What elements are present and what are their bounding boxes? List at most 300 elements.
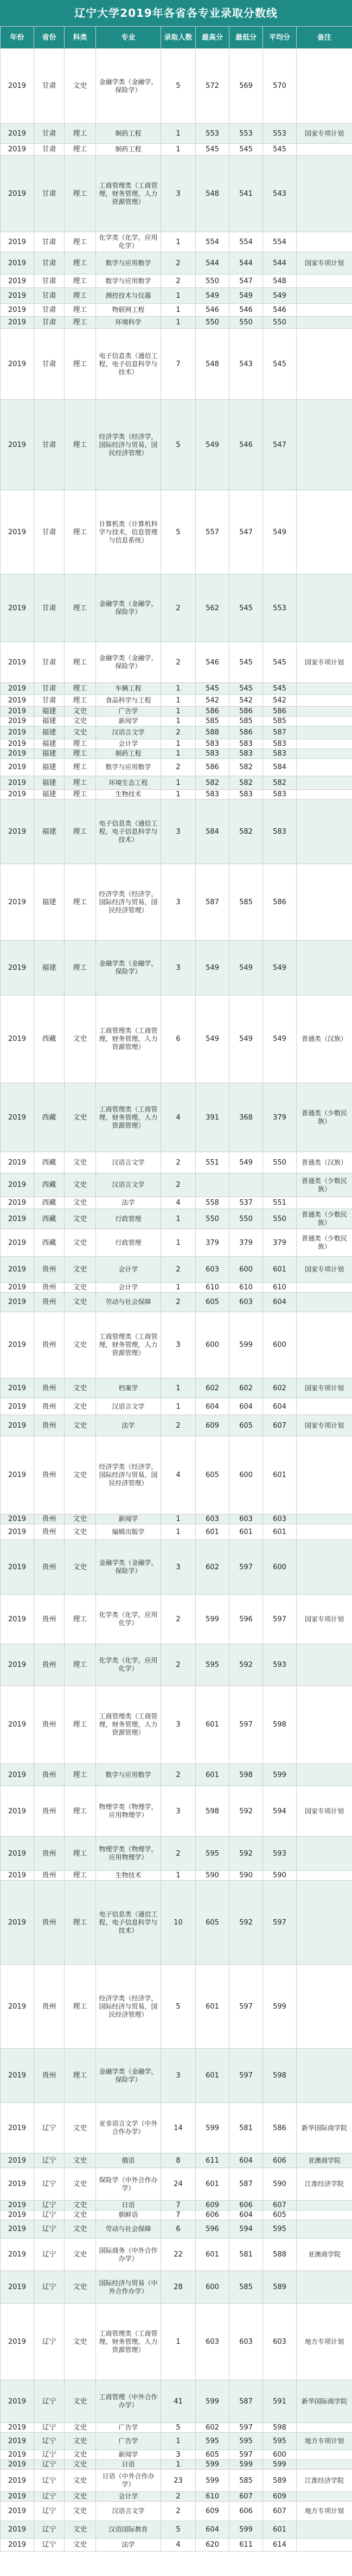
cell-major: 工商管理类（工商管理，财务管理，人力资源管理） [96, 995, 161, 1083]
cell-max-score: 554 [196, 232, 229, 252]
cell-year: 2019 [1, 790, 34, 800]
table-row [1, 995, 352, 1083]
cell-category: 文史 [65, 1436, 96, 1514]
cell-max-score: 602 [196, 2423, 229, 2433]
cell-min-score: 590 [229, 1871, 263, 1881]
cell-remark [297, 274, 352, 288]
cell-province: 贵州 [34, 1965, 65, 2049]
cell-min-score: 545 [229, 574, 263, 642]
table-row [1, 2521, 352, 2539]
cell-category: 文史 [65, 1524, 96, 1540]
cell-max-score: 545 [196, 144, 229, 156]
column-header-province: 省份 [34, 27, 65, 49]
column-header-category: 科类 [65, 27, 96, 49]
cell-year: 2019 [1, 1083, 34, 1152]
cell-remark [297, 776, 352, 790]
cell-enrolled: 3 [161, 1686, 196, 1764]
cell-enrolled: 1 [161, 304, 196, 317]
cell-year: 2019 [1, 329, 34, 400]
cell-min-score: 587 [229, 2168, 263, 2201]
cell-enrolled: 3 [161, 941, 196, 995]
cell-enrolled: 1 [161, 1398, 196, 1415]
cell-remark [297, 144, 352, 156]
cell-min-score: 585 [229, 717, 263, 726]
cell-category: 文史 [65, 1173, 96, 1197]
table-row [1, 2304, 352, 2380]
cell-min-score: 581 [229, 2239, 263, 2271]
cell-major: 俄语 [96, 2153, 161, 2168]
column-header-enrolled: 录取人数 [161, 27, 196, 49]
cell-remark [297, 574, 352, 642]
cell-min-score: 582 [229, 800, 263, 864]
cell-avg-score: 601 [263, 2521, 297, 2539]
cell-max-score: 583 [196, 739, 229, 749]
table-row [1, 1764, 352, 1786]
cell-max-score: 602 [196, 1540, 229, 1595]
cell-enrolled: 28 [161, 2271, 196, 2304]
cell-year: 2019 [1, 490, 34, 574]
cell-category: 文史 [65, 1293, 96, 1312]
table-row [1, 2271, 352, 2304]
cell-max-score: 583 [196, 749, 229, 759]
cell-min-score: 554 [229, 232, 263, 252]
cell-category: 文史 [65, 1083, 96, 1152]
cell-avg-score: 597 [263, 1881, 297, 1965]
table-row [1, 1312, 352, 1378]
cell-major: 食品科学与工程 [96, 695, 161, 707]
cell-year: 2019 [1, 707, 34, 717]
cell-category: 文史 [65, 707, 96, 717]
cell-province: 甘肃 [34, 574, 65, 642]
cell-avg-score: 544 [263, 252, 297, 274]
cell-enrolled: 2 [161, 1764, 196, 1786]
cell-max-score: 603 [196, 2304, 229, 2380]
cell-province: 福建 [34, 790, 65, 800]
cell-province: 甘肃 [34, 317, 65, 329]
cell-remark [297, 1514, 352, 1524]
cell-remark [297, 2220, 352, 2239]
cell-remark [297, 490, 352, 574]
cell-year: 2019 [1, 49, 34, 124]
cell-province: 福建 [34, 726, 65, 739]
cell-category: 文史 [65, 2470, 96, 2492]
cell-major: 会计学 [96, 739, 161, 749]
cell-province: 贵州 [34, 2049, 65, 2103]
cell-min-score: 597 [229, 2423, 263, 2433]
cell-remark: 普通类（少数民族） [297, 1229, 352, 1257]
cell-max-score: 599 [196, 1595, 229, 1644]
cell-remark: 地方专项计划 [297, 2433, 352, 2450]
cell-province: 西藏 [34, 1083, 65, 1152]
cell-max-score: 572 [196, 49, 229, 124]
cell-enrolled: 1 [161, 1378, 196, 1398]
cell-remark [297, 2492, 352, 2502]
cell-remark: 新华国际商学院 [297, 2103, 352, 2153]
cell-avg-score: 598 [263, 2423, 297, 2433]
cell-province: 甘肃 [34, 156, 65, 232]
cell-min-score: 598 [229, 1764, 263, 1786]
table-row [1, 2103, 352, 2153]
cell-remark [297, 1881, 352, 1965]
cell-avg-score: 601 [263, 1436, 297, 1514]
cell-major: 会计学 [96, 2492, 161, 2502]
cell-max-score: 609 [196, 2201, 229, 2210]
cell-max-score: 605 [196, 2450, 229, 2460]
cell-avg-score: 589 [263, 2271, 297, 2304]
cell-min-score: 549 [229, 995, 263, 1083]
cell-category: 文史 [65, 1540, 96, 1595]
cell-remark [297, 800, 352, 864]
cell-enrolled: 3 [161, 1312, 196, 1378]
cell-province: 福建 [34, 864, 65, 941]
cell-major: 制药工程 [96, 144, 161, 156]
cell-min-score: 592 [229, 1644, 263, 1686]
cell-major: 劳动与社会保障 [96, 1293, 161, 1312]
cell-avg-score: 603 [263, 2304, 297, 2380]
cell-year: 2019 [1, 400, 34, 490]
cell-remark: 地方专项计划 [297, 2502, 352, 2521]
table-row [1, 1524, 352, 1540]
cell-enrolled: 6 [161, 995, 196, 1083]
cell-year: 2019 [1, 1837, 34, 1871]
cell-enrolled: 1 [161, 1229, 196, 1257]
cell-major: 劳动与社会保障 [96, 2220, 161, 2239]
cell-min-score: 379 [229, 1229, 263, 1257]
cell-enrolled: 8 [161, 2153, 196, 2168]
cell-category: 文史 [65, 1283, 96, 1293]
cell-remark [297, 1837, 352, 1871]
cell-enrolled: 41 [161, 2380, 196, 2423]
cell-category: 文史 [65, 2239, 96, 2271]
cell-enrolled: 2 [161, 1152, 196, 1173]
cell-max-score: 542 [196, 695, 229, 707]
table-row [1, 1398, 352, 1415]
cell-min-score: 604 [229, 2153, 263, 2168]
cell-max-score: 582 [196, 776, 229, 790]
cell-province: 辽宁 [34, 2103, 65, 2153]
cell-avg-score: 545 [263, 144, 297, 156]
cell-enrolled: 2 [161, 1293, 196, 1312]
cell-year: 2019 [1, 156, 34, 232]
cell-year: 2019 [1, 1764, 34, 1786]
cell-max-score: 600 [196, 2271, 229, 2304]
cell-year: 2019 [1, 1644, 34, 1686]
cell-remark [297, 1644, 352, 1686]
cell-category: 文史 [65, 2502, 96, 2521]
cell-min-score: 601 [229, 1524, 263, 1540]
cell-province: 辽宁 [34, 2380, 65, 2423]
cell-min-score: 368 [229, 1083, 263, 1152]
cell-category: 文史 [65, 717, 96, 726]
cell-province: 辽宁 [34, 2539, 65, 2552]
cell-max-score: 610 [196, 2492, 229, 2502]
cell-category: 理工 [65, 864, 96, 941]
table-row [1, 1293, 352, 1312]
cell-max-score: 588 [196, 726, 229, 739]
cell-max-score: 550 [196, 274, 229, 288]
table-row [1, 2210, 352, 2220]
cell-year: 2019 [1, 2380, 34, 2423]
cell-province: 辽宁 [34, 2492, 65, 2502]
cell-max-score: 596 [196, 2220, 229, 2239]
cell-avg-score: 594 [263, 1786, 297, 1837]
cell-min-score: 547 [229, 490, 263, 574]
cell-avg-score: 583 [263, 790, 297, 800]
cell-max-score: 379 [196, 1229, 229, 1257]
cell-avg-score: 543 [263, 156, 297, 232]
cell-avg-score: 586 [263, 2103, 297, 2153]
cell-remark: 国家专项计划 [297, 124, 352, 144]
cell-major: 会计学 [96, 1257, 161, 1283]
cell-max-score: 550 [196, 317, 229, 329]
cell-major: 物理学类（物理学，应用物理学） [96, 1837, 161, 1871]
cell-major: 数学与应用数学 [96, 759, 161, 776]
cell-category: 理工 [65, 304, 96, 317]
cell-avg-score: 550 [263, 1152, 297, 1173]
cell-avg-score: 607 [263, 1415, 297, 1436]
cell-year: 2019 [1, 1283, 34, 1293]
table-row [1, 2423, 352, 2433]
cell-enrolled: 2 [161, 1257, 196, 1283]
cell-max-score: 605 [196, 1436, 229, 1514]
cell-min-score: 599 [229, 1312, 263, 1378]
cell-min-score: 541 [229, 156, 263, 232]
cell-category: 理工 [65, 683, 96, 695]
cell-year: 2019 [1, 2168, 34, 2201]
table-row [1, 2539, 352, 2552]
cell-province: 贵州 [34, 1524, 65, 1540]
cell-max-score: 590 [196, 1871, 229, 1881]
cell-major: 汉语言文学 [96, 726, 161, 739]
cell-max-score: 598 [196, 1786, 229, 1837]
cell-category: 理工 [65, 574, 96, 642]
cell-category: 理工 [65, 274, 96, 288]
cell-major: 日语（中外合作办学） [96, 2470, 161, 2492]
cell-max-score: 585 [196, 717, 229, 726]
cell-avg-score: 551 [263, 1197, 297, 1209]
cell-remark: 普通类（少数民族） [297, 1173, 352, 1197]
table-row [1, 2049, 352, 2103]
cell-enrolled: 2 [161, 1173, 196, 1197]
cell-province: 贵州 [34, 1595, 65, 1644]
cell-category: 文史 [65, 1209, 96, 1229]
cell-year: 2019 [1, 1312, 34, 1378]
cell-avg-score: 549 [263, 995, 297, 1083]
cell-avg-score: 550 [263, 317, 297, 329]
cell-year: 2019 [1, 574, 34, 642]
cell-major: 生物技术 [96, 790, 161, 800]
cell-category: 文史 [65, 1514, 96, 1524]
cell-province: 辽宁 [34, 2423, 65, 2433]
cell-max-score: 549 [196, 995, 229, 1083]
cell-major: 化学类（化学，应用化学） [96, 1595, 161, 1644]
cell-enrolled: 24 [161, 2168, 196, 2201]
cell-enrolled: 3 [161, 1540, 196, 1595]
cell-remark: 国家专项计划 [297, 1415, 352, 1436]
table-row [1, 683, 352, 695]
cell-avg-score: 595 [263, 2433, 297, 2450]
cell-category: 文史 [65, 2220, 96, 2239]
table-row [1, 2502, 352, 2521]
cell-year: 2019 [1, 1173, 34, 1197]
cell-remark [297, 1764, 352, 1786]
cell-remark: 国家专项计划 [297, 1786, 352, 1837]
cell-avg-score: 600 [263, 1540, 297, 1595]
cell-major: 工商管理类（工商管理，财务管理，人力资源管理） [96, 2304, 161, 2380]
cell-max-score: 548 [196, 329, 229, 400]
cell-avg-score: 379 [263, 1083, 297, 1152]
cell-min-score: 553 [229, 124, 263, 144]
cell-province: 辽宁 [34, 2460, 65, 2470]
table-row [1, 726, 352, 739]
table-row [1, 1173, 352, 1197]
cell-major: 法学 [96, 2539, 161, 2552]
cell-remark [297, 683, 352, 695]
cell-enrolled: 1 [161, 1871, 196, 1881]
cell-year: 2019 [1, 232, 34, 252]
cell-enrolled: 2 [161, 252, 196, 274]
cell-year: 2019 [1, 1152, 34, 1173]
cell-province: 辽宁 [34, 2153, 65, 2168]
cell-year: 2019 [1, 1881, 34, 1965]
table-row [1, 776, 352, 790]
cell-max-score: 562 [196, 574, 229, 642]
table-row [1, 695, 352, 707]
cell-max-score: 599 [196, 2380, 229, 2423]
cell-enrolled: 2 [161, 759, 196, 776]
cell-year: 2019 [1, 2220, 34, 2239]
cell-category: 理工 [65, 288, 96, 304]
cell-major: 朝鲜语 [96, 2210, 161, 2220]
cell-min-score: 550 [229, 1209, 263, 1229]
cell-province: 甘肃 [34, 642, 65, 683]
cell-enrolled: 7 [161, 2210, 196, 2220]
table-row [1, 1871, 352, 1881]
cell-province: 辽宁 [34, 2271, 65, 2304]
cell-min-score: 599 [229, 2460, 263, 2470]
table-row [1, 574, 352, 642]
cell-remark: 新华国际商学院 [297, 2380, 352, 2423]
cell-avg-score: 593 [263, 1644, 297, 1686]
cell-major: 环境生态工程 [96, 776, 161, 790]
cell-major: 测控技术与仪器 [96, 288, 161, 304]
cell-enrolled: 2 [161, 2492, 196, 2502]
cell-year: 2019 [1, 2539, 34, 2552]
cell-category: 文史 [65, 2168, 96, 2201]
cell-avg-score: 600 [263, 2450, 297, 2460]
cell-major: 保险学（中外合作办学） [96, 2168, 161, 2201]
table-row [1, 2460, 352, 2470]
cell-province: 贵州 [34, 1837, 65, 1871]
cell-remark [297, 707, 352, 717]
cell-avg-score [263, 1173, 297, 1197]
table-row [1, 2450, 352, 2460]
cell-min-score: 583 [229, 739, 263, 749]
cell-avg-score: 607 [263, 2502, 297, 2521]
cell-year: 2019 [1, 2502, 34, 2521]
cell-remark [297, 288, 352, 304]
table-row [1, 2220, 352, 2239]
table-row [1, 1415, 352, 1436]
cell-avg-score: 607 [263, 2201, 297, 2210]
cell-remark [297, 156, 352, 232]
table-row [1, 490, 352, 574]
cell-min-score: 600 [229, 1257, 263, 1283]
cell-category: 文史 [65, 1312, 96, 1378]
cell-province: 福建 [34, 707, 65, 717]
table-row [1, 1229, 352, 1257]
cell-major: 制药工程 [96, 749, 161, 759]
cell-enrolled: 6 [161, 2220, 196, 2239]
cell-category: 理工 [65, 1965, 96, 2049]
cell-major: 计算机类（计算机科学与技术，信息管理与信息系统） [96, 490, 161, 574]
cell-year: 2019 [1, 800, 34, 864]
table-row [1, 1197, 352, 1209]
cell-max-score: 549 [196, 400, 229, 490]
cell-max-score: 599 [196, 2103, 229, 2153]
cell-year: 2019 [1, 1378, 34, 1398]
cell-max-score: 587 [196, 864, 229, 941]
cell-major: 车辆工程 [96, 683, 161, 695]
cell-enrolled: 1 [161, 1209, 196, 1229]
cell-max-score: 558 [196, 1197, 229, 1209]
cell-major: 新闻学 [96, 1514, 161, 1524]
cell-max-score: 601 [196, 1764, 229, 1786]
cell-category: 文史 [65, 2103, 96, 2153]
cell-remark [297, 864, 352, 941]
cell-category: 文史 [65, 2539, 96, 2552]
page-title: 辽宁大学2019年各省各专业录取分数线 [0, 0, 352, 26]
cell-year: 2019 [1, 1686, 34, 1764]
cell-major: 金融学类（金融学，保险学） [96, 941, 161, 995]
cell-min-score: 547 [229, 274, 263, 288]
cell-category: 文史 [65, 2380, 96, 2423]
cell-enrolled: 3 [161, 1786, 196, 1837]
cell-max-score: 610 [196, 1283, 229, 1293]
cell-major: 电子信息类（通信工程，电子信息科学与技术） [96, 800, 161, 864]
table-row [1, 1257, 352, 1283]
table-row [1, 1686, 352, 1764]
cell-enrolled: 1 [161, 124, 196, 144]
cell-enrolled: 1 [161, 2304, 196, 2380]
cell-remark [297, 749, 352, 759]
cell-major: 金融学类（金融学，保险学） [96, 1540, 161, 1595]
cell-major: 工商管理类（工商管理，财务管理，人力资源管理） [96, 156, 161, 232]
cell-major: 经济学类（经济学，国际经济与贸易，国民经济管理） [96, 1436, 161, 1514]
cell-year: 2019 [1, 1293, 34, 1312]
cell-max-score: 600 [196, 1312, 229, 1378]
cell-min-score: 546 [229, 400, 263, 490]
cell-enrolled: 1 [161, 232, 196, 252]
cell-min-score: 549 [229, 1152, 263, 1173]
cell-avg-score: 598 [263, 2049, 297, 2103]
table-row [1, 800, 352, 864]
cell-category: 理工 [65, 329, 96, 400]
table-row [1, 156, 352, 232]
cell-category: 文史 [65, 2201, 96, 2210]
table-row [1, 1209, 352, 1229]
cell-max-score: 605 [196, 1293, 229, 1312]
cell-enrolled: 23 [161, 2470, 196, 2492]
cell-province: 甘肃 [34, 329, 65, 400]
cell-category: 理工 [65, 490, 96, 574]
cell-avg-score: 609 [263, 2492, 297, 2502]
cell-year: 2019 [1, 2492, 34, 2502]
cell-province: 辽宁 [34, 2470, 65, 2492]
cell-category: 理工 [65, 1837, 96, 1871]
table-row [1, 1152, 352, 1173]
cell-major: 新闻学 [96, 717, 161, 726]
